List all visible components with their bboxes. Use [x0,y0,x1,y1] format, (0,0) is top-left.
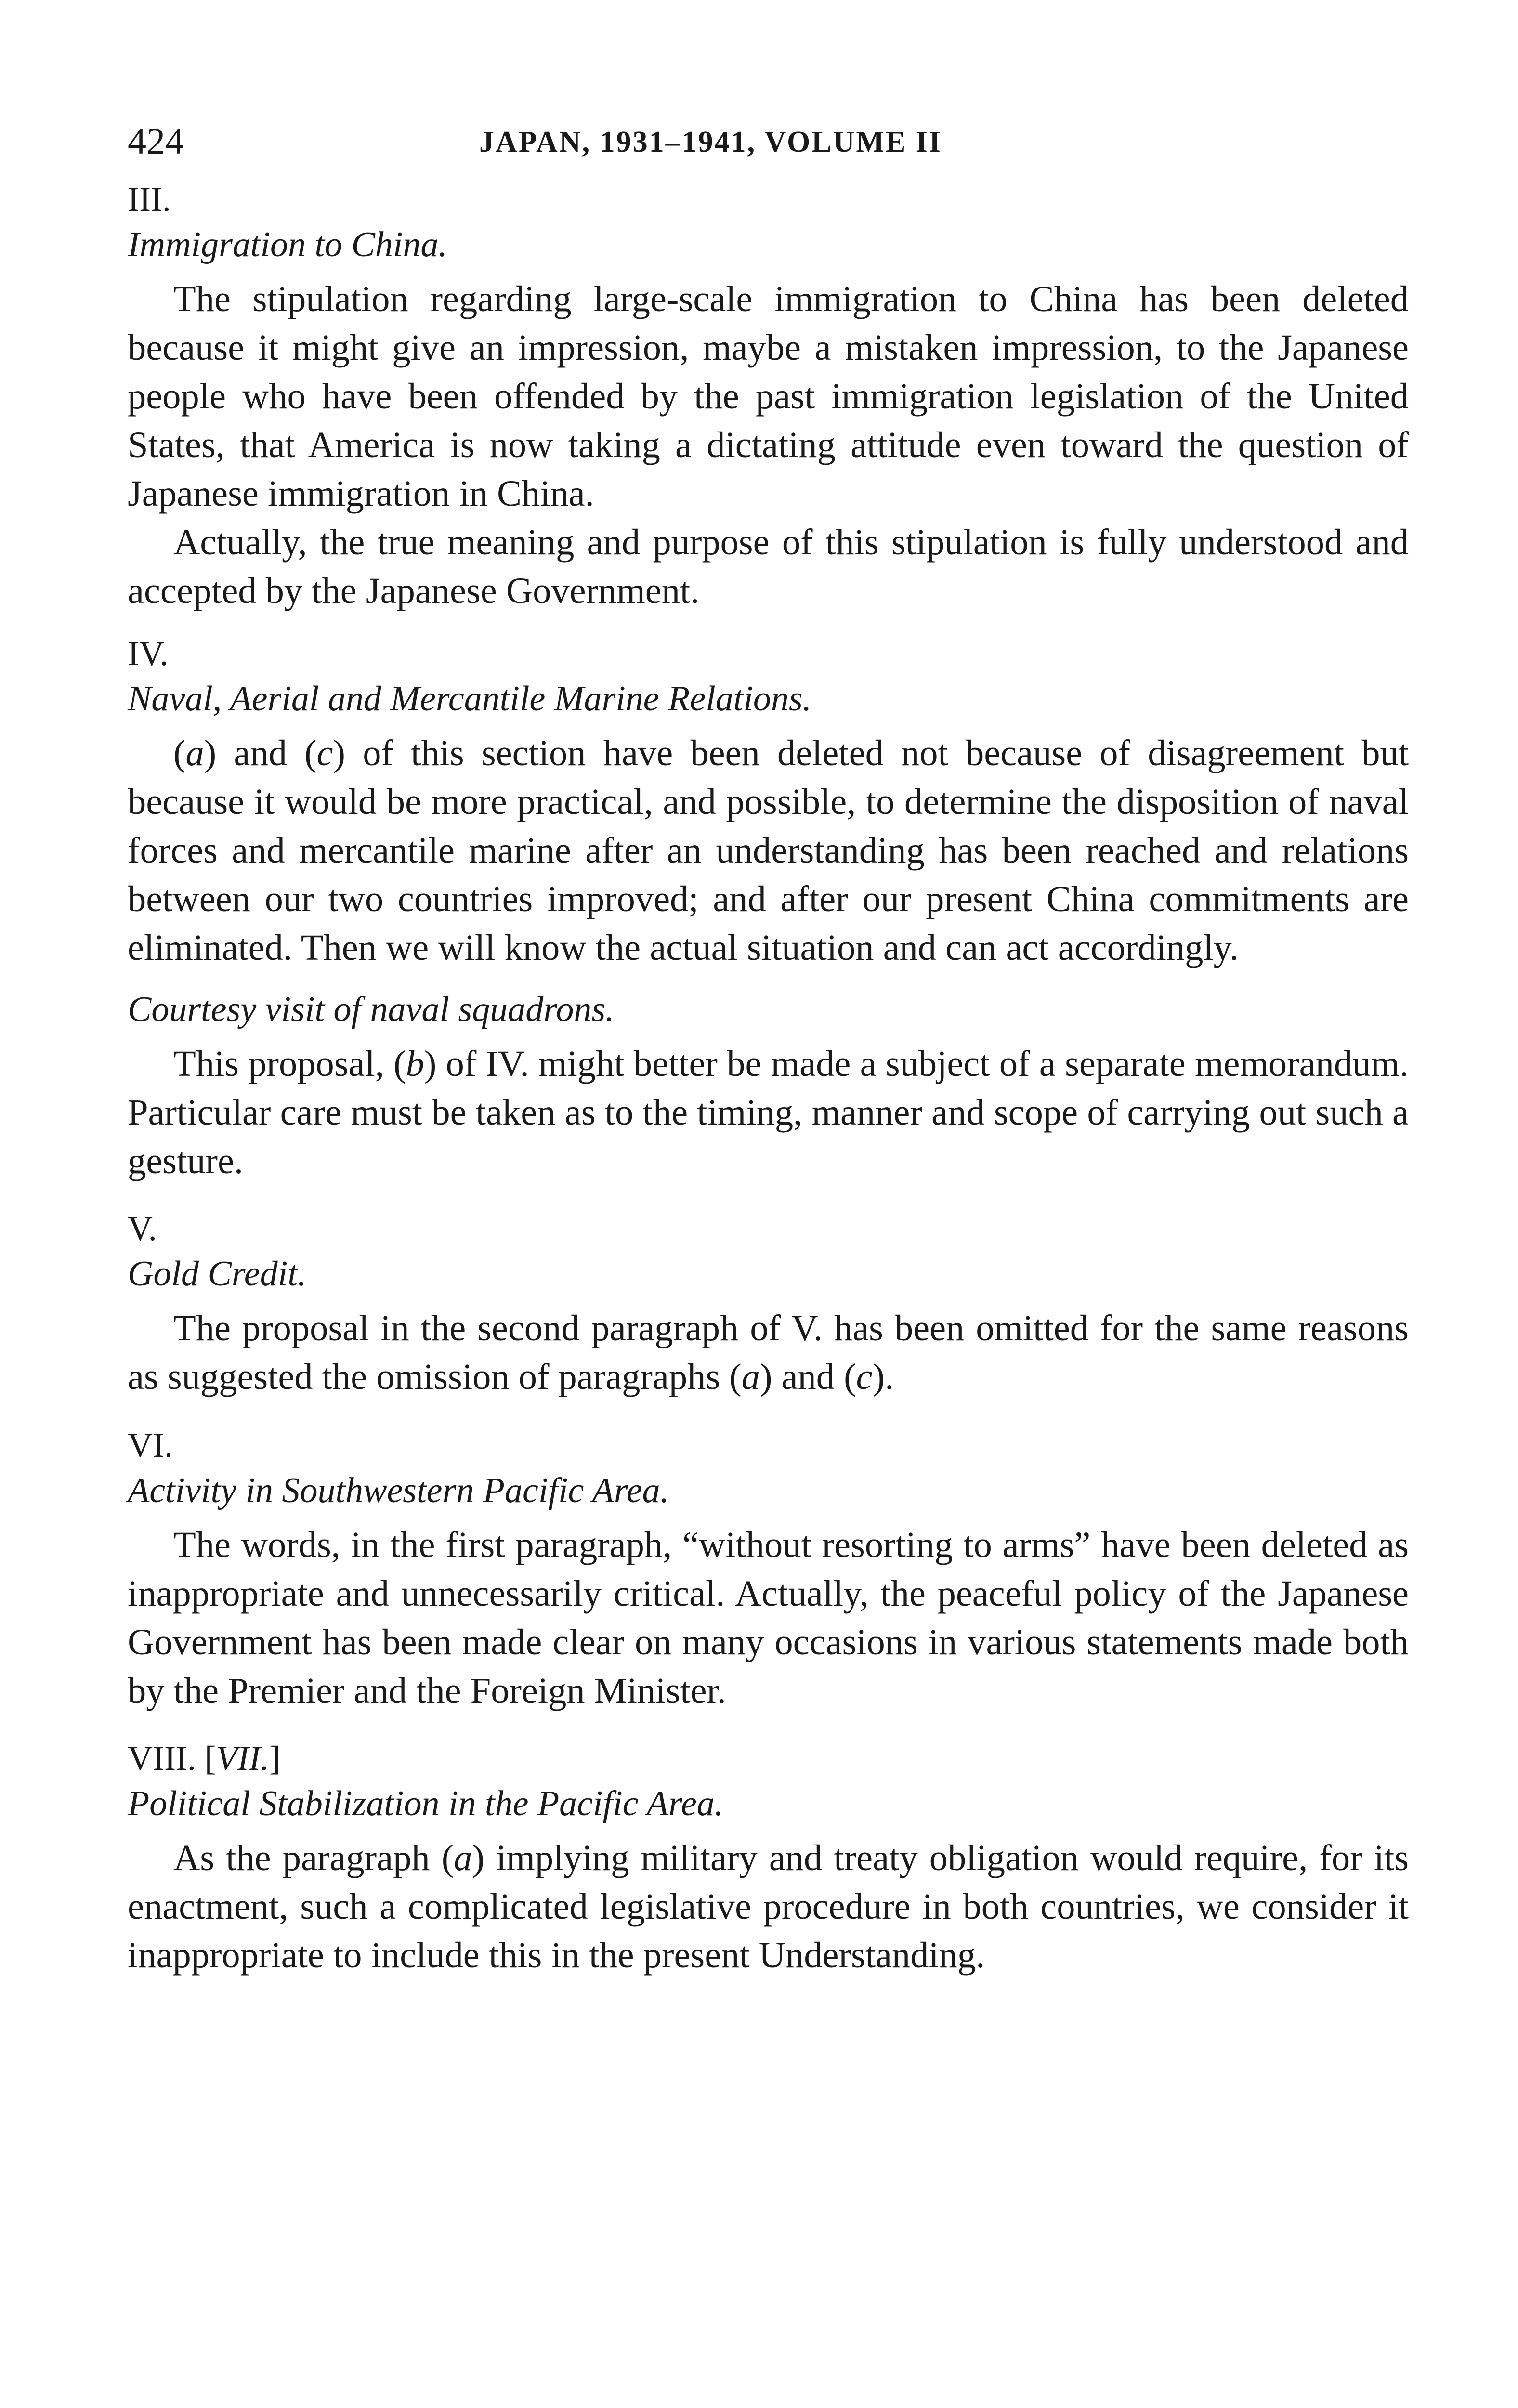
running-title: JAPAN, 1931–1941, VOLUME II [479,126,942,158]
paragraph: The stipulation regarding large-scale immigration to China has been deleted because it might give an impression, maybe a mistaken impression, to the Japanese people who have been offended by the past immigration legislation of the United States, that America is now taking a dictating attitude even toward the question of Japanese immigration in China. [128,278,1409,514]
paragraph: The proposal in the second paragraph of V. has been omitted for the same reasons as suggested the omission of paragraphs (a) and (c). [128,1308,1409,1397]
section-number: VI. [128,1426,173,1465]
document-page [128,119,1409,1979]
section-vii [128,1736,1409,1979]
section-v [128,1206,1409,1401]
paragraph: Actually, the true meaning and purpose of this stipulation is fully understood and accepted by the Japanese Government. [128,522,1409,611]
paragraph: The words, in the first paragraph, “without resorting to arms” have been deleted as inappropriate and unnecessarily critical. Actually, the peaceful policy of the Japanese Government has been made clear on many occasions in various statements made both by the Premier and the Foreign Minister. [128,1524,1409,1711]
section-number: V. [128,1209,157,1248]
section-iv [128,631,1409,1185]
section-title: Gold Credit. [128,1254,307,1294]
paragraph: As the paragraph (a) implying military and treaty obligation would require, for its enactment, such a complicated legislative procedure in both countries, we consider it inappropriate to include this in the present Understanding. [128,1837,1409,1976]
page-number: 424 [128,120,184,162]
section-title: Immigration to China. [128,225,447,264]
section-number: III. [128,180,171,219]
subsection-title: Courtesy visit of naval squadrons. [128,990,615,1029]
paragraph: This proposal, (b) of IV. might better be made a subject of a separate memorandum. Particular care must be taken as to the timing, manner and scope of carrying out such a gesture. [128,1043,1409,1181]
section-iii [128,177,1409,615]
running-head [128,119,1409,177]
section-vi [128,1423,1409,1715]
section-number: IV. [128,634,169,673]
section-title: Naval, Aerial and Mercantile Marine Relations. [128,679,812,719]
section-title: Political Stabilization in the Pacific Area. [128,1784,724,1823]
section-number: VIII. [VII.] [128,1739,281,1778]
paragraph: (a) and (c) of this section have been deleted not because of disagreement but because it would be more practical, and possible, to determine the disposition of naval forces and mercantile marine after an understanding has been reached and relations between our two countries improved; and after our present China commitments are eliminated. Then we will know the actual situation and can act accordingly. [128,733,1409,968]
section-title: Activity in Southwestern Pacific Area. [128,1471,669,1510]
